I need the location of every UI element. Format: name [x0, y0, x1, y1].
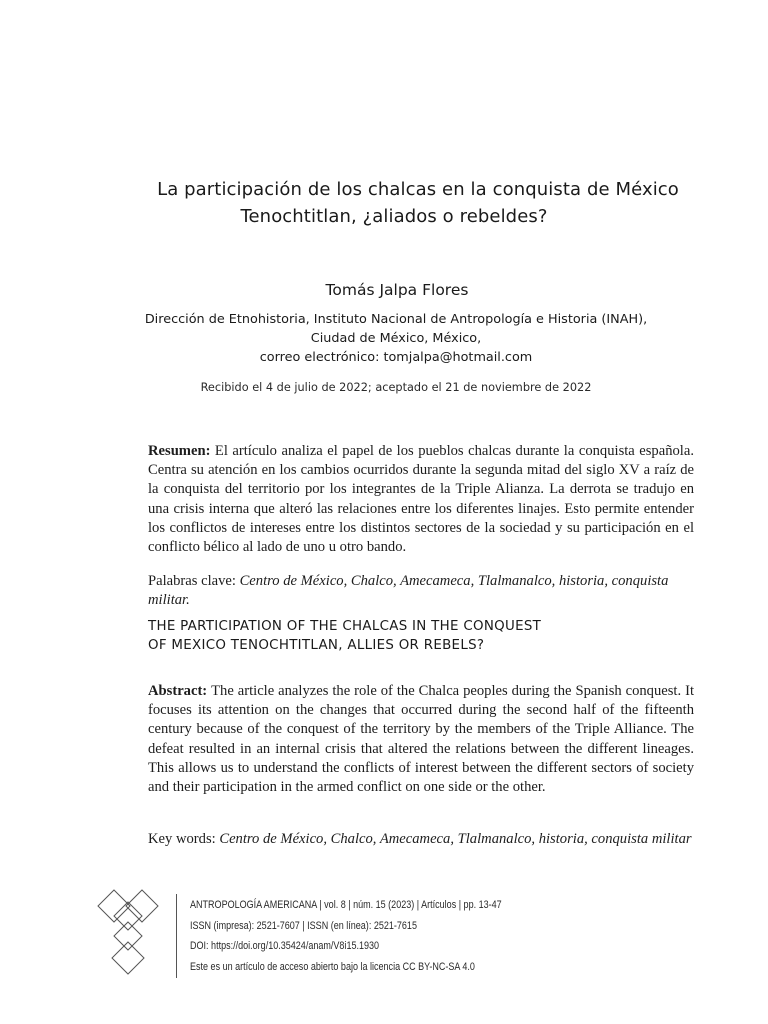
author-affiliation: [80, 310, 712, 367]
footer-issn: ISSN (impresa): 2521-7607 | ISSN (en línea): 2521-7615: [190, 919, 417, 932]
resumen-text: El artículo analiza el papel de los pueblos chalcas durante la conquista española. Centra su atención en los cambios ocurridos durante la segunda mitad del siglo XV a raíz de la conquista del territorio por los integrantes de la Triple Alianza. La derrota se tradujo en una crisis interna que alteró las relaciones entre los diferentes linajes. Esto permite entender los conflictos de intereses entre los distintos sectores de la sociedad y su participación en el conflicto bélico al lado de uno u otro bando.: [148, 443, 694, 556]
palabras-clave: [148, 572, 694, 610]
title-line-1: La participación de los chalcas en la conquista de México: [157, 179, 679, 200]
diamond-lattice-logo-icon: [96, 888, 160, 980]
english-title-line-2: OF MEXICO TENOCHTITLAN, ALLIES OR REBELS?: [148, 637, 485, 653]
affiliation-line-1: Dirección de Etnohistoria, Instituto Nacional de Antropología e Historia (INAH),: [144, 312, 648, 327]
abstract-label: Abstract:: [148, 683, 212, 699]
abstract-paragraph: [148, 682, 694, 797]
author-name: Tomás Jalpa Flores: [325, 281, 469, 299]
footer-license: Este es un artículo de acceso abierto bajo la licencia CC BY-NC-SA 4.0: [190, 960, 475, 973]
affiliation-email: correo electrónico: tomjalpa@hotmail.com: [259, 350, 533, 365]
key-words-label: Key words:: [148, 831, 220, 847]
resumen-paragraph: [148, 442, 694, 557]
title-line-2: Tenochtitlan, ¿aliados o rebeldes?: [240, 206, 548, 227]
resumen-label: Resumen:: [148, 443, 215, 459]
journal-footer: [190, 895, 584, 977]
received-dates: Recibido el 4 de julio de 2022; aceptado el 21 de noviembre de 2022: [200, 381, 592, 394]
affiliation-line-2: Ciudad de México, México,: [310, 331, 482, 346]
english-title: [148, 618, 694, 655]
abstract-text: The article analyzes the role of the Chalca peoples during the Spanish conquest. It focuses its attention on the changes that occurred during the second half of the fifteenth century because of the conquest of the territory by the members of the Triple Alliance. The defeat resulted in an internal crisis that altered the relations between the different lineages. This allows us to understand the conflicts of interest between the different sectors of society and their participation in the armed conflict on one side or the other.: [148, 683, 694, 796]
key-words-terms: Centro de México, Chalco, Amecameca, Tlalmanalco, historia, conquista militar: [219, 831, 692, 847]
footer-journal: ANTROPOLOGÍA AMERICANA | vol. 8 | núm. 15 (2023) | Artículos | pp. 13-47: [190, 899, 502, 911]
footer-divider: [176, 894, 177, 978]
article-title: [100, 176, 720, 230]
palabras-clave-label: Palabras clave:: [148, 573, 240, 589]
key-words: [148, 830, 694, 849]
palabras-clave-terms: Centro de México, Chalco, Amecameca, Tlalmanalco, historia, conquista militar.: [148, 573, 669, 609]
english-title-line-1: THE PARTICIPATION OF THE CHALCAS IN THE CONQUEST: [148, 619, 542, 634]
footer-doi-link[interactable]: DOI: https://doi.org/10.35424/anam/V8i15.1930: [190, 940, 380, 953]
